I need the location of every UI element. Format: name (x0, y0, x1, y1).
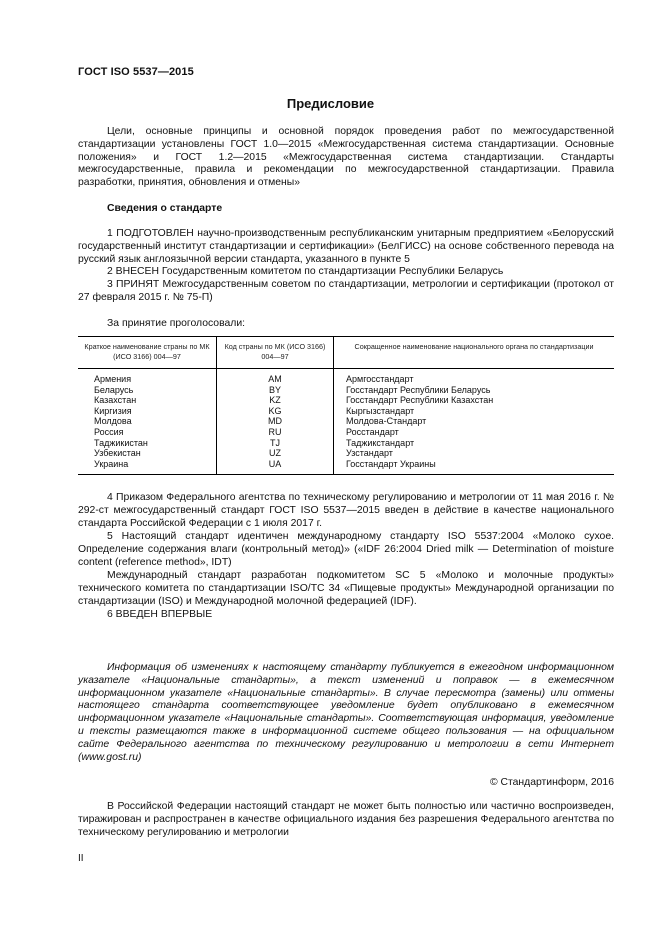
item-4: 4 Приказом Федерального агентства по техническому регулированию и метрологии от 11 мая 2016 г. № 292-ст межгосударственный стандарт ГОСТ ISO 5537—2015 введен в действие в качестве национального стандарта Российской Федерации с 1 июля 2017 г. (78, 492, 614, 529)
item-6: 6 ВВЕДЕН ВПЕРВЫЕ (107, 609, 213, 620)
page-title: Предисловие (286, 96, 375, 111)
country-code: KG (268, 405, 282, 416)
reproduction-notice: В Российской Федерации настоящий стандарт не может быть полностью или частично воспроизведен, тиражирован и распространен в качестве официального издания без разрешения Федерального агентства по техническому регулированию и метрологии (78, 801, 614, 838)
standards-body: Госстандарт Украины (346, 458, 436, 469)
country-name: Узбекистан (94, 448, 141, 459)
standards-body: Госстандарт Республики Беларусь (346, 384, 491, 395)
country-code: MD (268, 416, 282, 427)
body-column (334, 369, 615, 475)
info-heading: Сведения о стандарте (107, 203, 223, 214)
country-name: Киргизия (94, 405, 132, 416)
header-body: Сокращенное наименование национального органа по стандартизации (334, 337, 615, 369)
country-name: Украина (94, 458, 129, 469)
table-row (78, 369, 614, 475)
country-code: RU (268, 426, 282, 437)
standards-body: Таджикстандарт (346, 437, 415, 448)
standards-body: Армгосстандарт (346, 374, 414, 384)
country-code: AM (268, 374, 282, 384)
country-column (78, 369, 217, 475)
country-name: Россия (94, 426, 124, 437)
standards-body: Росстандарт (346, 426, 399, 437)
table-header-row (78, 337, 614, 369)
voted-label: За принятие проголосовали: (107, 318, 246, 329)
amendments-notice: Информация об изменениях к настоящему стандарту публикуется в ежегодном информационном указателе «Национальные стандарты», а текст изменений и поправок — в ежемесячном информационном указателе «Национальные стандарты». В случае пересмотра (замены) или отмены настоящего стандарта соответствующее уведомление будет опубликовано в ежемесячном информационном указателе «Национальные стандарты». Соответствующая информация, уведомление и тексты размещаются также в информационной системе общего пользования — на официальном сайте Федерального агентства по техническому регулированию и метрологии в сети Интернет (www.gost.ru) (78, 662, 614, 763)
member-states-table (78, 336, 614, 475)
standards-body: Молдова-Стандарт (346, 416, 427, 427)
item-2: 2 ВНЕСЕН Государственным комитетом по стандартизации Республики Беларусь (107, 266, 504, 277)
item-1: 1 ПОДГОТОВЛЕН научно-производственным республиканским унитарным предприятием «Белорусский государственный институт стандартизации и сертификации» (БелГИСС) на основе собственного перевода на русский язык англоязычной версии стандарта, указанного в пункте 5 (78, 228, 614, 265)
country-name: Молдова (94, 416, 132, 427)
country-code: UZ (269, 448, 281, 459)
country-name: Казахстан (94, 395, 137, 406)
header-code: Код страны по МК (ИСО 3166) 004—97 (217, 337, 334, 369)
item-3: 3 ПРИНЯТ Межгосударственным советом по стандартизации, метрологии и сертификации (протокол от 27 февраля 2015 г. № 75-П) (78, 279, 614, 303)
standard-header: ГОСТ ISO 5537—2015 (78, 66, 194, 78)
code-column (217, 369, 334, 475)
country-name: Армения (94, 374, 132, 384)
country-code: BY (268, 384, 281, 395)
item-5: 5 Настоящий стандарт идентичен международному стандарту ISO 5537:2004 «Молоко сухое. Определение содержания влаги (контрольный метод)» («IDF 26:2004 Dried milk — Determination of moisture content (reference method», IDT) (78, 531, 614, 568)
intro-paragraph: Цели, основные принципы и основной порядок проведения работ по межгосударственной стандартизации установлены ГОСТ 1.0—2015 «Межгосударственная система стандартизации. Основные положения» и ГОСТ 1.2—2015 «Межгосударственная система стандартизации. Стандарты межгосударственные, правила и рекомендации по межгосударственной стандартизации. Правила разработки, принятия, обновления и отмены» (78, 126, 614, 189)
standards-body: Узстандарт (346, 448, 393, 459)
country-code: KZ (269, 395, 281, 406)
country-name: Таджикистан (94, 437, 148, 448)
country-code: TJ (270, 437, 280, 448)
country-code: UA (268, 458, 282, 469)
standards-body: Госстандарт Республики Казахстан (346, 395, 494, 406)
item-5-note: Международный стандарт разработан подкомитетом SC 5 «Молоко и молочные продукты» технического комитета по стандартизации ISO/TC 34 «Пищевые продукты» Международной организации по стандартизации (ISO) и Международной молочной федерацией (IDF). (78, 570, 614, 607)
country-name: Беларусь (94, 384, 134, 395)
page-number: II (78, 853, 84, 864)
header-country: Краткое наименование страны по МК (ИСО 3166) 004—97 (78, 337, 217, 369)
standards-body: Кыргызстандарт (346, 405, 415, 416)
copyright: © Стандартинформ, 2016 (489, 777, 614, 788)
